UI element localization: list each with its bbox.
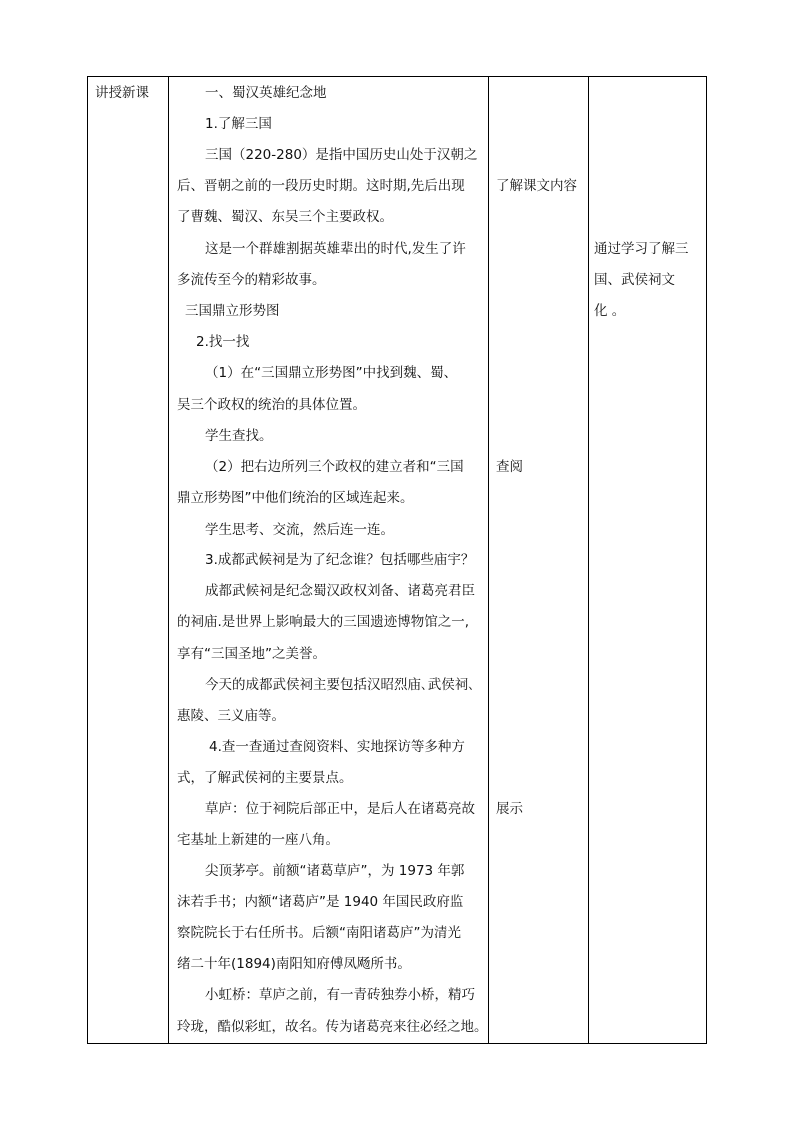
- lesson-line: 4.查一查通过查阅资料、实地探访等多种方: [209, 739, 465, 755]
- design-intent-line: 化 。: [594, 303, 626, 319]
- lesson-line: 草庐：位于祠院后部正中，是后人在诸葛亮故: [205, 801, 475, 817]
- lesson-line: 三国鼎立形势图: [185, 303, 280, 319]
- lesson-line: 式，了解武侯祠的主要景点。: [177, 770, 353, 786]
- lesson-line: 3.成都武候祠是为了纪念谁？包括哪些庙宇？: [205, 552, 475, 568]
- lesson-line: 享有“三国圣地”之美誉。: [177, 646, 326, 662]
- lesson-line: 成都武候祠是纪念蜀汉政权刘备、诸葛亮君臣: [205, 583, 475, 599]
- lesson-line: （1）在“三国鼎立形势图”中找到魏、蜀、: [205, 365, 458, 381]
- row-header-label: 讲授新课: [95, 85, 149, 101]
- column-divider-1: [168, 77, 169, 1043]
- lesson-line: 2.找一找: [196, 334, 250, 350]
- student-activity-text: 展示: [496, 801, 523, 817]
- lesson-line: 鼎立形势图”中他们统治的区域连起来。: [177, 490, 414, 506]
- lesson-line: 学生查找。: [205, 428, 273, 444]
- lesson-line: 吴三个政权的统治的具体位置。: [177, 397, 366, 413]
- lesson-line: 察院院长于右任所书。后额“南阳诸葛庐”为清光: [177, 925, 461, 941]
- lesson-line: 尖顶茅亭。前额“诸葛草庐”，为 1973 年郭: [205, 863, 465, 879]
- lesson-line: 玲珑，酷似彩虹，故名。传为诸葛亮来往必经之地。: [177, 1019, 488, 1035]
- lesson-line: （2）把右边所列三个政权的建立者和“三国: [205, 459, 464, 475]
- lesson-line: 多流传至今的精彩故事。: [177, 272, 326, 288]
- lesson-line: 后、晋朝之前的一段历史时期。这时期,先后出现: [177, 178, 465, 194]
- lesson-line: 绪二十年(1894)南阳知府傅凤飏所书。: [177, 956, 411, 972]
- lesson-line: 今天的成都武侯祠主要包括汉昭烈庙､武侯祠､: [205, 677, 475, 693]
- student-activity-text: 了解课文内容: [496, 178, 577, 194]
- lesson-line: 沫若手书；内额“诸葛庐”是 1940 年国民政府监: [177, 894, 464, 910]
- lesson-line: 1.了解三国: [205, 116, 272, 132]
- lesson-line: 一、蜀汉英雄纪念地: [205, 85, 327, 101]
- lesson-line: 的祠庙.是世界上影响最大的三国遗迹博物馆之一,: [177, 614, 470, 630]
- design-intent-line: 通过学习了解三: [594, 241, 689, 257]
- lesson-line: 宅基址上新建的一座八角。: [177, 832, 339, 848]
- lesson-line: 这是一个群雄割据英雄辈出的时代,发生了许: [205, 241, 466, 257]
- lesson-line: 学生思考、交流，然后连一连。: [205, 522, 394, 538]
- column-divider-2: [488, 77, 489, 1043]
- design-intent-line: 国、武侯祠文: [594, 272, 675, 288]
- lesson-line: 惠陵、三义庙等。: [177, 708, 285, 724]
- student-activity-text: 查阅: [496, 459, 523, 475]
- lesson-line: 小虹桥：草庐之前，有一青砖独券小桥，精巧: [205, 987, 475, 1003]
- lesson-line: 了曹魏、蜀汉、东吴三个主要政权。: [177, 209, 393, 225]
- lesson-line: 三国（220-280）是指中国历史山处于汉朝之: [205, 147, 478, 163]
- column-divider-3: [588, 77, 589, 1043]
